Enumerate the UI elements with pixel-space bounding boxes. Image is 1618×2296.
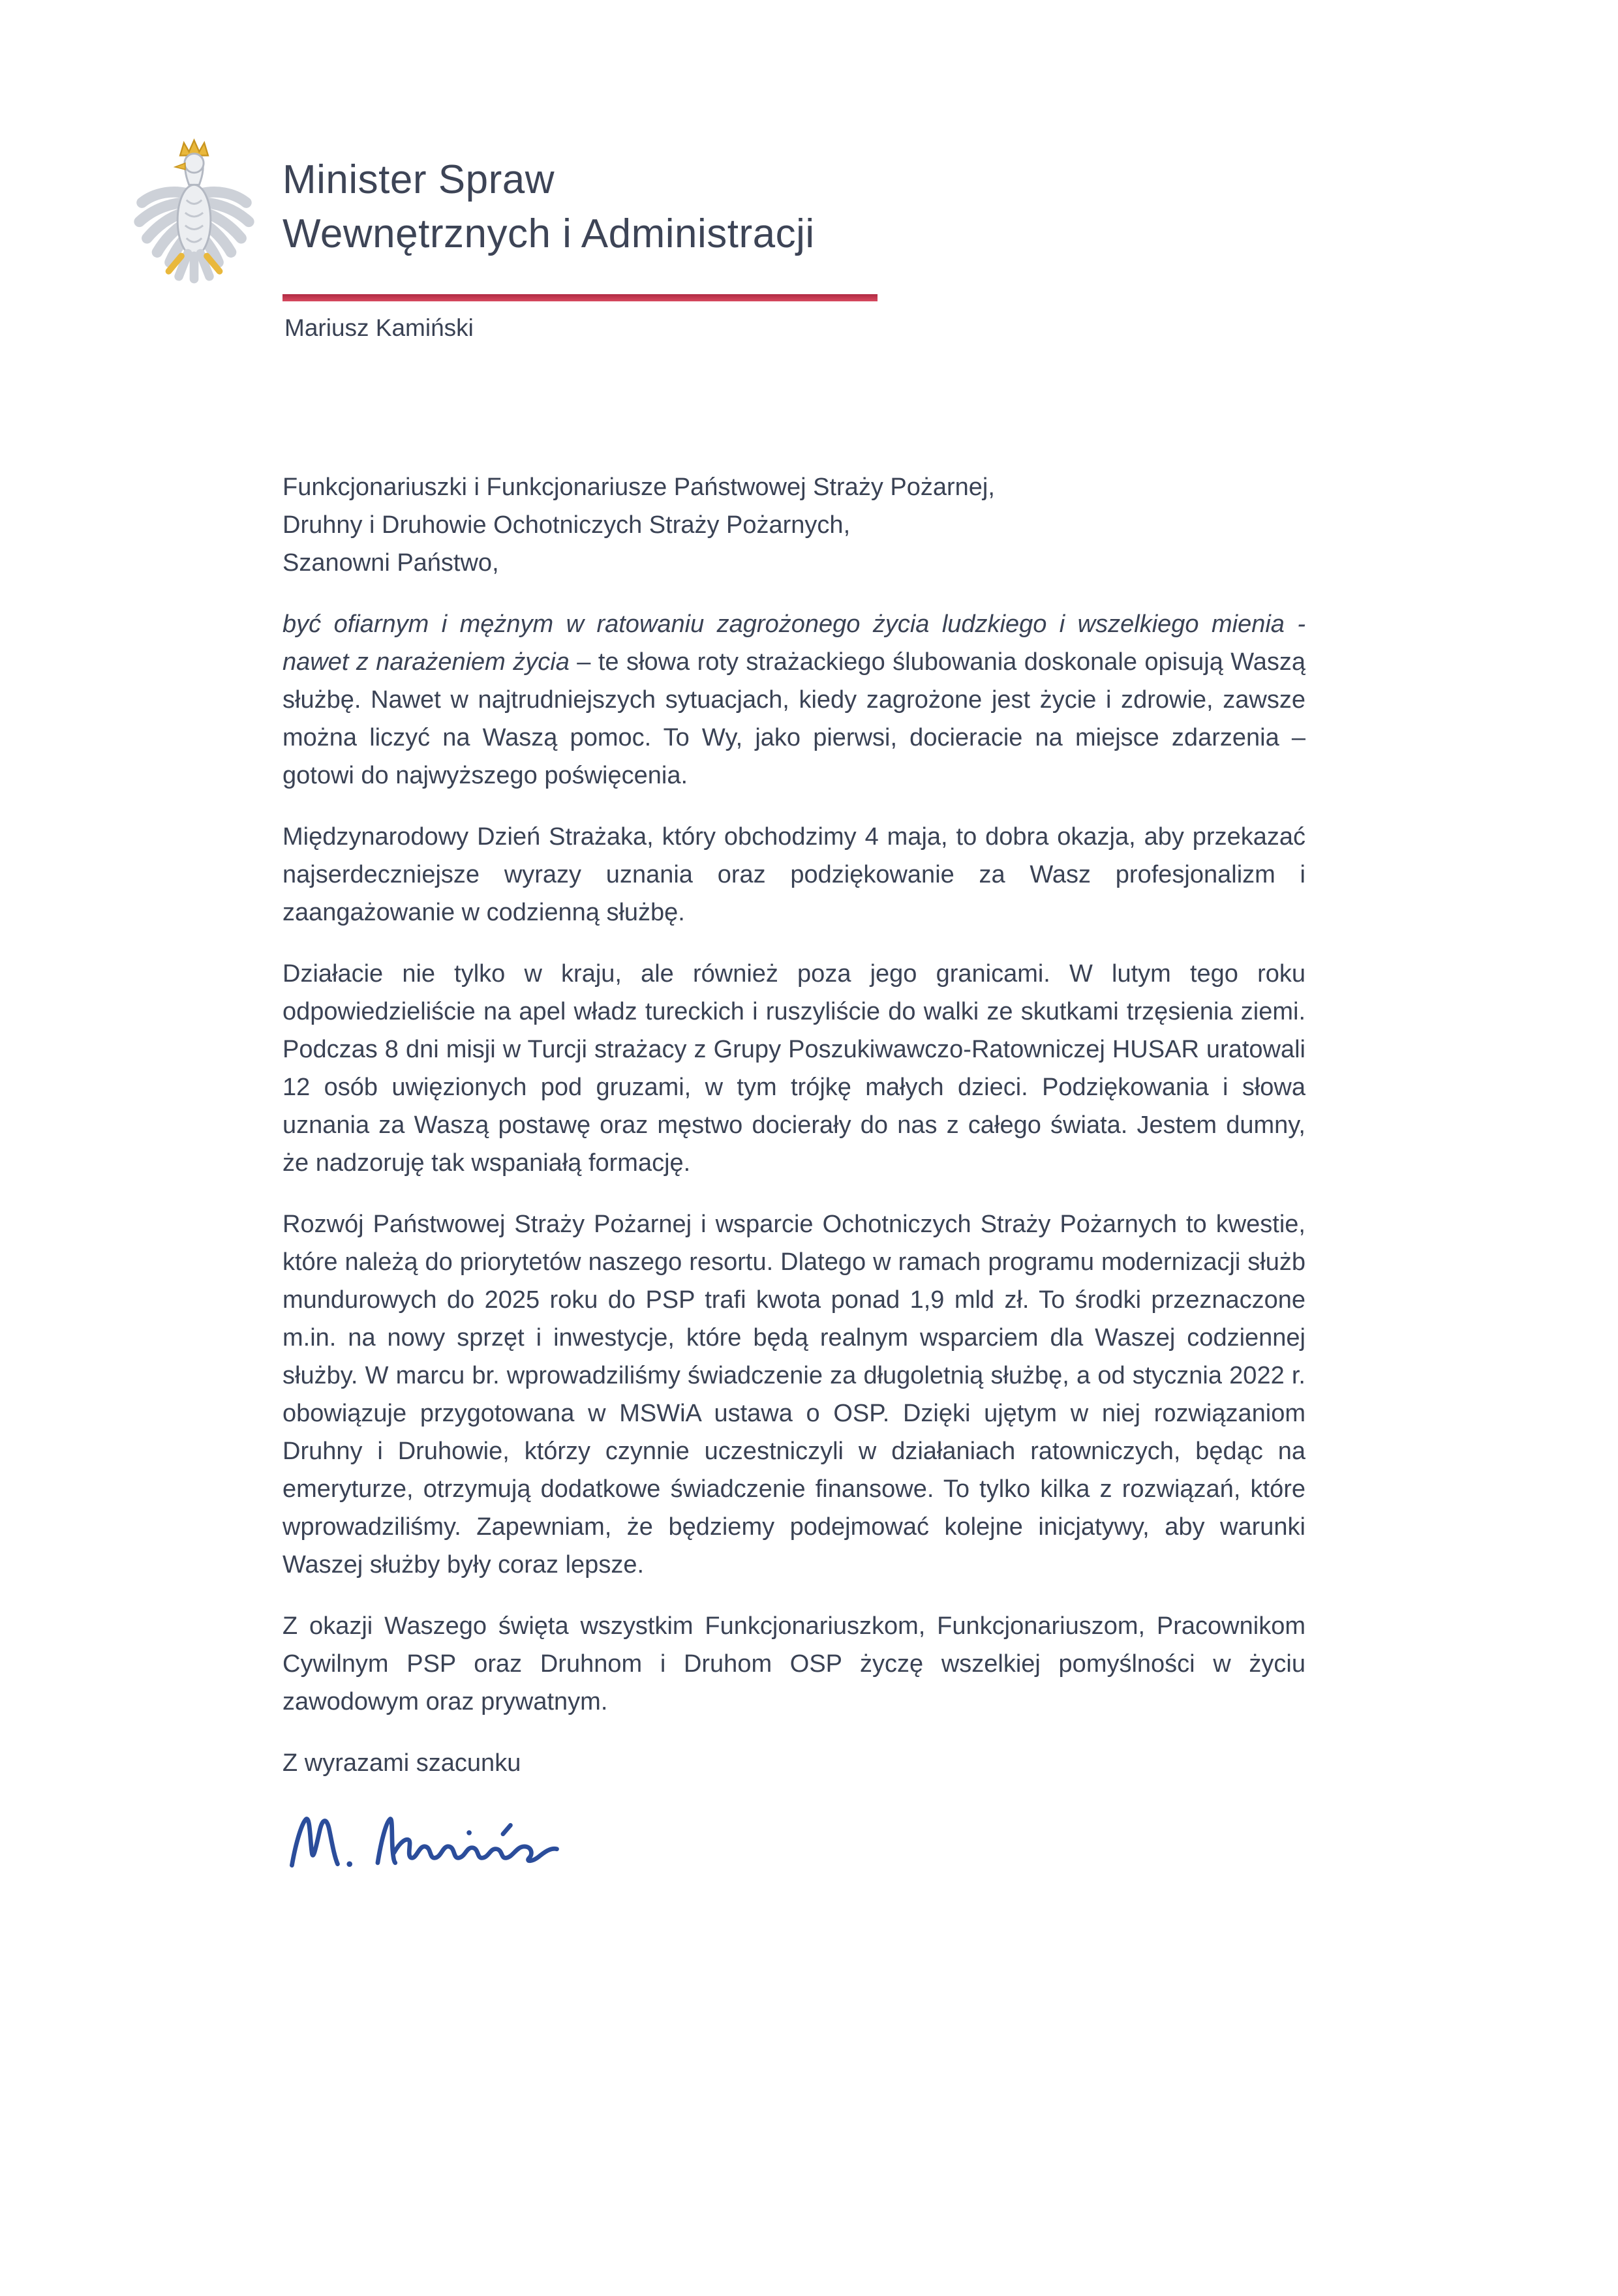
paragraph-oath	[282, 605, 1305, 794]
handwritten-signature	[282, 1807, 596, 1884]
polish-eagle-emblem-icon	[130, 136, 258, 300]
letter-body	[282, 468, 1305, 1884]
paragraph-turkey-mission: Działacie nie tylko w kraju, ale również poza jego granicami. W lutym tego roku odpowiedzieliście na apel władz tureckich i ruszyliście do walki ze skutkami trzęsienia ziemi. Podczas 8 dni misji w Turcji strażacy z Grupy Poszukiwawczo-Ratowniczej HUSAR uratowali 12 osób uwięzionych pod gruzami, w tym trójkę małych dzieci. Podziękowania i słowa uznania za Waszą postawę oraz męstwo docierały do nas z całego świata. Jestem dumny, że nadzoruję tak wspaniałą formację.	[282, 960, 1305, 1177]
salutation-block	[282, 468, 1305, 582]
oath-quote: być ofiarnym i mężnym w ratowaniu zagrożonego życia ludzkiego i wszelkiego mienia - nawet z narażeniem życia	[282, 611, 1305, 676]
oath-commentary: – te słowa roty strażackiego ślubowania doskonale opisują Waszą służbę. Nawet w najtrudniejszych sytuacjach, kiedy zagrożone jest życie i zdrowie, zawsze można liczyć na Waszą pomoc. To Wy, jako pierwsi, docieracie na miejsce zdarzenia – gotowi do najwyższego poświęcenia.	[282, 648, 1305, 789]
salutation-line-psp: Funkcjonariuszki i Funkcjonariusze Państwowej Straży Pożarnej,	[282, 474, 995, 501]
salutation-line-general: Szanowni Państwo,	[282, 549, 499, 577]
salutation-line-osp: Druhny i Druhowie Ochotniczych Straży Pożarnych,	[282, 511, 851, 539]
header-accent-rule	[282, 294, 878, 301]
paragraph-firefighters-day: Międzynarodowy Dzień Strażaka, który obchodzimy 4 maja, to dobra okazja, aby przekazać najserdeczniejsze wyrazy uznania oraz podziękowanie za Wasz profesjonalizm i zaangażowanie w codzienną służbę.	[282, 823, 1305, 926]
minister-name: Mariusz Kamiński	[284, 314, 474, 341]
closing-line: Z wyrazami szacunku	[282, 1749, 521, 1777]
ministry-header	[282, 153, 815, 261]
ministry-title-line1: Minister Spraw	[282, 157, 555, 202]
paragraph-modernization: Rozwój Państwowej Straży Pożarnej i wsparcie Ochotniczych Straży Pożarnych to kwestie, które należą do priorytetów naszego resortu. Dlatego w ramach programu modernizacji służb mundurowych do 2025 roku do PSP trafi kwota ponad 1,9 mld zł. To środki przeznaczone m.in. na nowy sprzęt i inwestycje, które będą realnym wsparciem dla Waszej codziennej służby. W marcu br. wprowadziliśmy świadczenie za długoletnią służbę, a od stycznia 2022 r. obowiązuje przygotowana w MSWiA ustawa o OSP. Dzięki ujętym w niej rozwiązaniom Druhny i Druhowie, którzy czynnie uczestniczyli w działaniach ratowniczych, będąc na emeryturze, otrzymują dodatkowe świadczenie finansowe. To tylko kilka z rozwiązań, które wprowadziliśmy. Zapewniam, że będziemy podejmować kolejne inicjatywy, aby warunki Waszej służby były coraz lepsze.	[282, 1211, 1305, 1578]
paragraph-wishes: Z okazji Waszego święta wszystkim Funkcjonariuszkom, Funkcjonariuszom, Pracownikom Cywilnym PSP oraz Druhnom i Druhom OSP życzę wszelkiej pomyślności w życiu zawodowym oraz prywatnym.	[282, 1612, 1305, 1715]
ministry-title-line2: Wewnętrznych i Administracji	[282, 211, 815, 256]
